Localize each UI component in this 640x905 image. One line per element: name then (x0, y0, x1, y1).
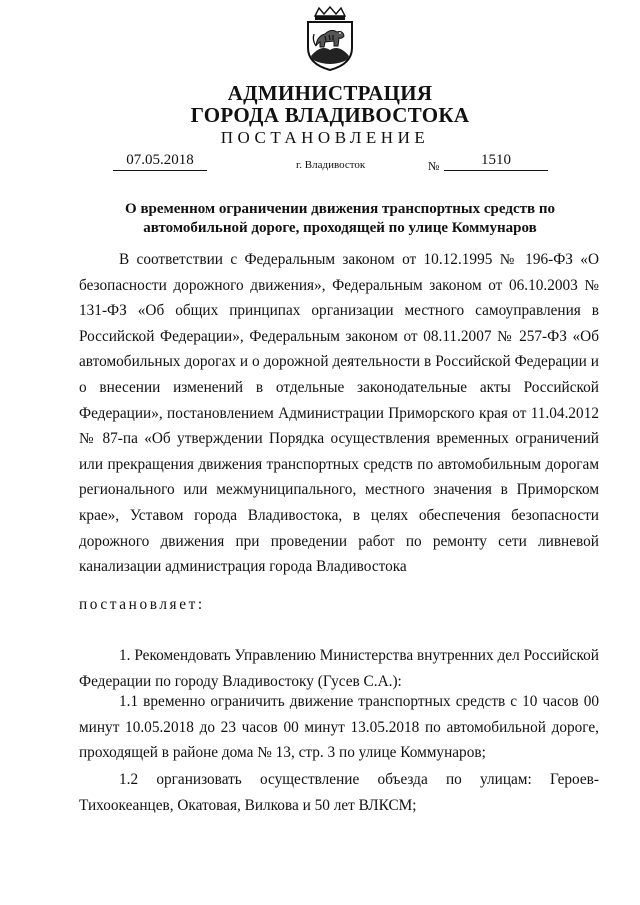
document-type: ПОСТАНОВЛЕНИЕ (220, 128, 430, 147)
document-date: 07.05.2018 (113, 152, 207, 171)
document-number: 1510 (444, 152, 548, 171)
decree-word: постановляет: (79, 596, 205, 613)
item-1-1-paragraph: 1.1 временно ограничить движение транспортных средств с 10 часов 00 минут 10.05.2018 до 23 часов 00 минут 13.05.2018 по автомобильной дороге, проходящей в районе дома № 13, стр. 3 по улице Коммунаров; (79, 693, 599, 762)
item-1-2-paragraph: 1.2 организовать осуществление объезда по улицам: Героев-Тихоокеанцев, Окатовая, Вилкова и 50 лет ВЛКСМ; (79, 771, 599, 814)
tiger-coat-of-arms-icon (303, 6, 357, 72)
organization-name-line1: АДМИНИСТРАЦИЯ (227, 81, 433, 105)
item-1-paragraph: 1. Рекомендовать Управлению Министерства внутренних дел Российской Федерации по городу Владивостоку (Гусев С.А.): (79, 647, 599, 690)
document-title: О временном ограничении движения транспортных средств по автомобильной дороге, проходящей по улице Коммунаров (125, 201, 555, 236)
organization-name-line2: ГОРОДА ВЛАДИВОСТОКА (190, 103, 470, 127)
preamble-paragraph: В соответствии с Федеральным законом от 10.12.1995 № 196-ФЗ «О безопасности дорожного движения», Федеральным законом от 06.10.2003 № 131-ФЗ «Об общих принципах организации местного самоуправления в Российской Федерации», Федеральным законом от 08.11.2007 № 257-ФЗ «Об автомобильных дорогах и о дорожной деятельности в Российской Федерации и о внесении изменений в отдельные законодательные акты Российской Федерации», постановлением Администрации Приморского края от 11.04.2012 № 87-па «Об утверждении Порядка осуществления временных ограничений или прекращения движения транспортных средств по автомобильным дорогам регионального или межмуниципального, местного значения в Приморском крае», Уставом города Владивостока, в целях обеспечения безопасности дорожного движения при проведении работ по ремонту сети ливневой канализации администрация города Владивостока (79, 251, 599, 576)
number-sign: № (428, 159, 440, 173)
document-city: г. Владивосток (296, 159, 366, 171)
coat-of-arms-emblem (303, 6, 357, 72)
